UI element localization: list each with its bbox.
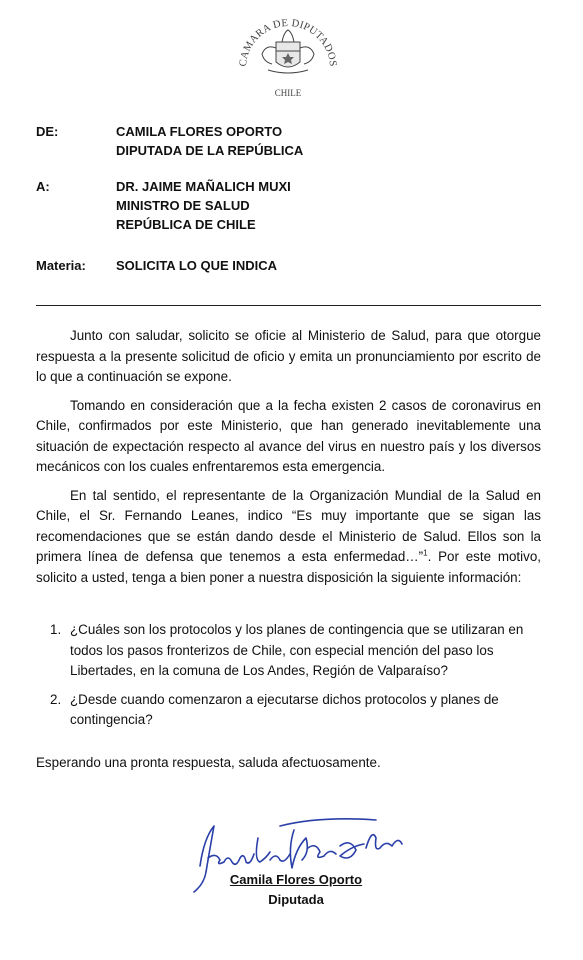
to-label: A: — [36, 179, 50, 194]
footnote-mark: 1 — [423, 548, 428, 558]
paragraph-context: Tomando en consideración que a la fecha existen 2 casos de coronavirus en Chile, confirmados por este Ministerio, que han generado inevitablemente una situación de expectación respecto al avance del virus en nuestro país y los diversos mecánicos con los cuales enfrentaremos esta emergencia. — [36, 397, 541, 474]
question-list — [36, 620, 541, 739]
paragraph-request — [36, 486, 541, 589]
to-value — [116, 177, 291, 234]
signer-title: Diputada — [268, 892, 324, 907]
to-line: DR. JAIME MAÑALICH MUXI — [116, 179, 291, 194]
list-number: 1. — [50, 622, 62, 637]
signer-name: Camila Flores Oporto — [229, 872, 363, 887]
to-line: MINISTRO DE SALUD — [116, 198, 250, 213]
quote-text: En tal sentido, el representante de la Organización Mundial de la Salud en Chile, el Sr. Fernando Leanes, indico “Es muy importante que se sigan las recomendaciones que se están dando desde el Ministerio de Salud. Ellos son la primera línea de defensa que tenemos a esta enfermedad…” — [36, 487, 541, 564]
list-text: ¿Cuáles son los protocolos y los planes de contingencia que se utilizaran en todos los pasos fronterizos de Chile, con especial mención del paso los Libertades, en la comuna de Los Andes, Región de Valparaíso? — [70, 622, 524, 678]
list-text: ¿Desde cuando comenzaron a ejecutarse dichos protocolos y planes de contingencia? — [70, 691, 499, 727]
list-item — [36, 690, 541, 731]
from-label: DE: — [36, 124, 59, 139]
seal-arc-text: CAMARA DE DIPUTADOS — [237, 17, 339, 68]
closing-line: Esperando una pronta respuesta, saluda afectuosamente. — [36, 755, 381, 770]
from-line: DIPUTADA DE LA REPÚBLICA — [116, 143, 304, 158]
subject-value: SOLICITA LO QUE INDICA — [116, 258, 278, 273]
chamber-seal-icon — [232, 4, 344, 100]
request-text: . Por este motivo, solicito a usted, tenga a bien poner a nuestra disposición la siguiente información: — [36, 549, 541, 585]
list-number: 2. — [50, 691, 62, 707]
letter-body — [36, 326, 541, 596]
from-value — [116, 122, 303, 160]
header-divider — [36, 305, 541, 306]
chamber-seal — [232, 4, 344, 100]
to-line: REPÚBLICA DE CHILE — [116, 217, 256, 232]
paragraph-intro: Junto con saludar, solicito se oficie al Ministerio de Salud, para que otorgue respuesta a la presente solicitud de oficio y emita un pronunciamiento por escrito de lo que a continuación se expone. — [36, 328, 541, 384]
seal-bottom-text: CHILE — [274, 88, 302, 98]
subject-label: Materia: — [36, 258, 86, 273]
from-line: CAMILA FLORES OPORTO — [116, 124, 283, 139]
list-item — [36, 620, 541, 682]
